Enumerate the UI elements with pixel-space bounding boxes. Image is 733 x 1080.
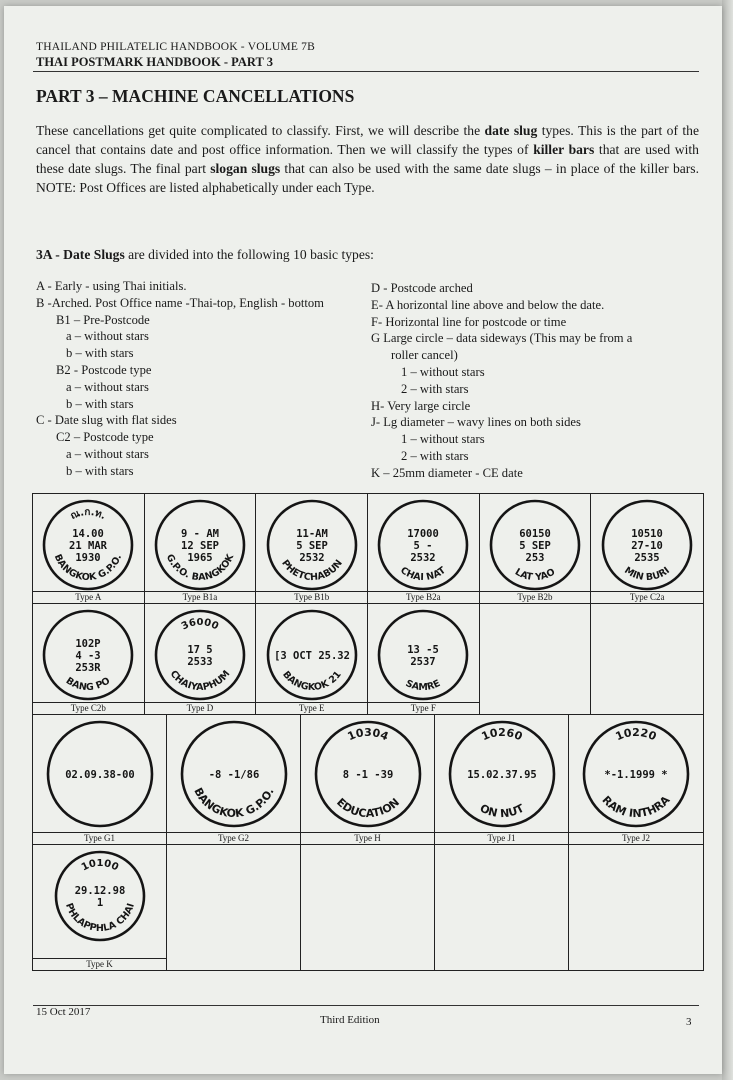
- postmark-place-name: BANGKOK 21: [279, 669, 344, 694]
- postmark-place-name: MIN BURI: [622, 564, 673, 584]
- postmark-image: [45, 719, 155, 829]
- list-item: D - Postcode arched: [371, 281, 473, 295]
- subsection-heading: 3A - Date Slugs are divided into the following 10 basic types:: [36, 247, 374, 262]
- empty-cell: [167, 845, 301, 970]
- svg-text:ON NUT: [477, 801, 526, 820]
- postmark-caption: Type B1b: [256, 591, 367, 603]
- list-item: H- Very large circle: [371, 398, 471, 413]
- postmark-image: [265, 608, 359, 702]
- section-title: PART 3 – MACHINE CANCELLATIONS: [36, 86, 355, 106]
- postmark-cell: [33, 604, 145, 715]
- postmark-date-line: 17000: [407, 528, 440, 540]
- postmark-image: [179, 719, 289, 829]
- postmark-date-line: 253R: [75, 662, 101, 674]
- postmark-cell: [256, 494, 368, 604]
- postmark-caption: Type E: [256, 702, 367, 714]
- postmark-date-line: 253: [525, 552, 545, 564]
- postmark-date-line: 9 - AM: [181, 528, 219, 540]
- postmark-date-line: 2532: [299, 552, 325, 564]
- list-item: F- Horizontal line for postcode or time: [371, 314, 567, 329]
- postmark-caption: Type J2: [569, 832, 703, 844]
- svg-text:36000: [180, 617, 220, 632]
- postmark-caption: Type G2: [167, 832, 300, 844]
- postmark-cell: [145, 494, 257, 604]
- list-item: a – without stars: [66, 379, 149, 394]
- list-item: 1 – without stars: [401, 364, 485, 379]
- postmark-image: [153, 498, 247, 592]
- postmark-date-line: 4 -3: [75, 650, 101, 662]
- postmark-date-line: 21 MAR: [69, 540, 108, 552]
- postmark-date-line: 02.09.38-00: [64, 769, 135, 781]
- list-item: A - Early - using Thai initials.: [36, 279, 187, 293]
- svg-text:10304: [345, 726, 390, 743]
- postmark-place-name: LAT YAO: [512, 566, 558, 584]
- svg-text:BANG PO: [64, 675, 113, 693]
- list-item: 2 – with stars: [401, 448, 469, 463]
- postmark-date-line: 1: [96, 897, 103, 909]
- postmark-place-name: BANGKOK G.P.O.: [190, 785, 277, 821]
- footer-date: 15 Oct 2017: [36, 1006, 91, 1018]
- postmark-caption: Type C2b: [33, 702, 144, 714]
- postmark-image: [41, 498, 135, 592]
- list-item: 2 – with stars: [401, 381, 469, 396]
- running-header-volume: THAILAND PHILATELIC HANDBOOK - VOLUME 7B: [36, 41, 315, 53]
- postmark-date-line: 5 SEP: [519, 540, 551, 552]
- list-item: B -Arched. Post Office name -Thai-top, English - bottom: [36, 295, 324, 310]
- postmark-caption: Type H: [301, 832, 434, 844]
- postmark-examples-grid: [32, 493, 704, 971]
- postmark-caption: Type B2b: [480, 591, 591, 603]
- postmark-caption: Type J1: [435, 832, 568, 844]
- postmark-date-line: 1965: [187, 552, 213, 564]
- svg-text:SAMRE: [404, 678, 442, 693]
- postmark-caption: Type G1: [33, 832, 166, 844]
- postmark-date-line: 10510: [631, 528, 663, 540]
- postmark-top-text: 10260: [479, 726, 524, 744]
- postmark-place-name: G.P.O. BANGKOK: [163, 552, 237, 584]
- postmark-cell: [301, 715, 435, 845]
- postmark-cell: [167, 715, 301, 845]
- postmark-date-line: 29.12.98: [74, 885, 125, 897]
- list-item: a – without stars: [66, 446, 149, 461]
- list-item: roller cancel): [391, 348, 458, 363]
- postmark-cell: [591, 494, 703, 604]
- svg-text:CHAIYAPHUM: [168, 668, 233, 693]
- svg-text:BANGKOK 21: [280, 669, 344, 693]
- list-item: C - Date slug with flat sides: [36, 413, 177, 428]
- postmark-image: [581, 719, 691, 829]
- postmark-date-line: 13 -5: [407, 644, 440, 656]
- postmark-cell: [480, 494, 592, 604]
- empty-cell: [569, 845, 703, 970]
- postmark-place-name: CHAIYAPHUM: [167, 668, 233, 694]
- postmark-place-name: ON NUT: [477, 801, 526, 821]
- page-number: 3: [686, 1016, 692, 1028]
- list-item: b – with stars: [66, 346, 134, 361]
- postmark-cell: [33, 715, 167, 845]
- postmark-image: [376, 498, 470, 592]
- postmark-top-text: ณ.ก.ท.: [69, 506, 108, 523]
- postmark-date-line: 102P: [75, 638, 101, 650]
- postmark-cell: [368, 494, 480, 604]
- postmark-date-line: 2537: [410, 656, 436, 668]
- svg-text:LAT YAO: [513, 567, 557, 584]
- postmark-date-line: *-1.1999 *: [604, 769, 668, 781]
- postmark-date-line: 2535: [634, 552, 660, 564]
- postmark-date-line: 2533: [187, 656, 213, 668]
- postmark-caption: Type D: [145, 702, 256, 714]
- postmark-caption: Type B2a: [368, 591, 479, 603]
- postmark-caption: Type B1a: [145, 591, 256, 603]
- list-item: B2 - Postcode type: [56, 362, 152, 377]
- postmark-date-line: 12 SEP: [181, 540, 219, 552]
- postmark-date-line: 2532: [410, 552, 436, 564]
- svg-text:CHAI NAT: [398, 565, 448, 583]
- header-rule: [33, 71, 699, 72]
- postmark-top-text: 10220: [613, 726, 659, 744]
- postmark-image: [41, 608, 135, 702]
- empty-cell: [301, 845, 435, 970]
- intro-paragraph: These cancellations get quite complicated to classify. First, we will describe the date slug types. This is the part of the cancel that contains date and post office information. Then we will classify the types of killer bars that are used with these date slugs. The final part slogan slugs that can also be used with the same date slugs – in place of the killer bars. NOTE: Post Offices are listed alphabetically under each Type.: [36, 123, 699, 195]
- postmark-date-line: 60150: [519, 528, 551, 540]
- postmark-date-line: 1930: [75, 552, 101, 564]
- postmark-top-text: 10100: [79, 858, 120, 874]
- svg-text:10100: [79, 858, 119, 873]
- postmark-date-line: 11-AM: [295, 528, 328, 540]
- svg-text:RAM INTHRA: [599, 793, 672, 820]
- postmark-cell: [33, 845, 167, 970]
- postmark-image: [600, 498, 694, 592]
- postmark-date-line: 17 5: [187, 644, 213, 656]
- postmark-date-line: 27-10: [631, 540, 663, 552]
- footer-edition: Third Edition: [320, 1014, 380, 1026]
- svg-text:10220: [614, 726, 659, 743]
- svg-text:MIN BURI: [622, 565, 672, 583]
- footer-rule: [33, 1005, 699, 1006]
- list-item: 1 – without stars: [401, 432, 485, 447]
- postmark-caption: Type K: [33, 958, 166, 970]
- postmark-image: [53, 849, 147, 943]
- postmark-cell: [569, 715, 703, 845]
- postmark-date-line: [3 OCT 25.32: [273, 650, 350, 662]
- list-item: J- Lg diameter – wavy lines on both sides: [371, 415, 581, 430]
- postmark-top-text: 10304: [345, 726, 390, 744]
- list-item: C2 – Postcode type: [56, 430, 154, 445]
- postmark-date-line: 14.00: [72, 528, 105, 540]
- postmark-cell: [256, 604, 368, 715]
- list-item: G Large circle – data sideways (This may be from a: [371, 331, 633, 346]
- postmark-date-line: 5 -: [413, 540, 433, 552]
- page-edge: [722, 0, 733, 1080]
- svg-text:EDUCATION: [334, 796, 402, 820]
- postmark-date-line: -8 -1/86: [208, 769, 259, 781]
- postmark-caption: Type A: [33, 591, 144, 603]
- postmark-date-line: 8 -1 -39: [342, 769, 393, 781]
- postmark-place-name: BANG PO: [64, 675, 113, 694]
- postmark-cell: [368, 604, 480, 715]
- postmark-image: [153, 608, 247, 702]
- postmark-place-name: CHAI NAT: [398, 564, 449, 584]
- list-item: E- A horizontal line above and below the date.: [371, 297, 605, 312]
- postmark-image: [265, 498, 359, 592]
- postmark-date-line: 15.02.37.95: [466, 769, 537, 781]
- postmark-place-name: EDUCATION: [333, 795, 402, 821]
- postmark-caption: Type F: [368, 702, 479, 714]
- postmark-cell: [33, 494, 145, 604]
- postmark-cell: [435, 715, 569, 845]
- date-slug-types-right: [371, 280, 632, 482]
- empty-cell: [480, 604, 592, 715]
- empty-cell: [435, 845, 569, 970]
- postmark-top-text: 36000: [179, 617, 221, 633]
- postmark-place-name: RAM INTHRA: [599, 793, 673, 821]
- postmark-place-name: PHETCHABUN: [278, 557, 345, 584]
- svg-text:ณ.ก.ท.: [69, 507, 108, 522]
- postmark-place-name: SAMRE: [404, 678, 443, 694]
- empty-cell: [591, 604, 703, 715]
- postmark-place-name: PHLAPPHLA CHAI: [62, 901, 137, 935]
- date-slug-types-left: [36, 278, 324, 480]
- running-header-part: THAI POSTMARK HANDBOOK - PART 3: [36, 55, 273, 69]
- svg-text:10260: [479, 726, 524, 743]
- postmark-place-name: BANGKOK G.P.O.: [52, 552, 125, 584]
- postmark-date-line: 5 SEP: [295, 540, 328, 552]
- list-item: a – without stars: [66, 329, 149, 344]
- list-item: B1 – Pre-Postcode: [56, 312, 150, 327]
- list-item: b – with stars: [66, 396, 134, 411]
- postmark-image: [488, 498, 582, 592]
- postmark-cell: [145, 604, 257, 715]
- postmark-image: [376, 608, 470, 702]
- postmark-image: [447, 719, 557, 829]
- postmark-caption: Type C2a: [591, 591, 703, 603]
- list-item: b – with stars: [66, 463, 134, 478]
- postmark-image: [313, 719, 423, 829]
- list-item: K – 25mm diameter - CE date: [371, 465, 523, 480]
